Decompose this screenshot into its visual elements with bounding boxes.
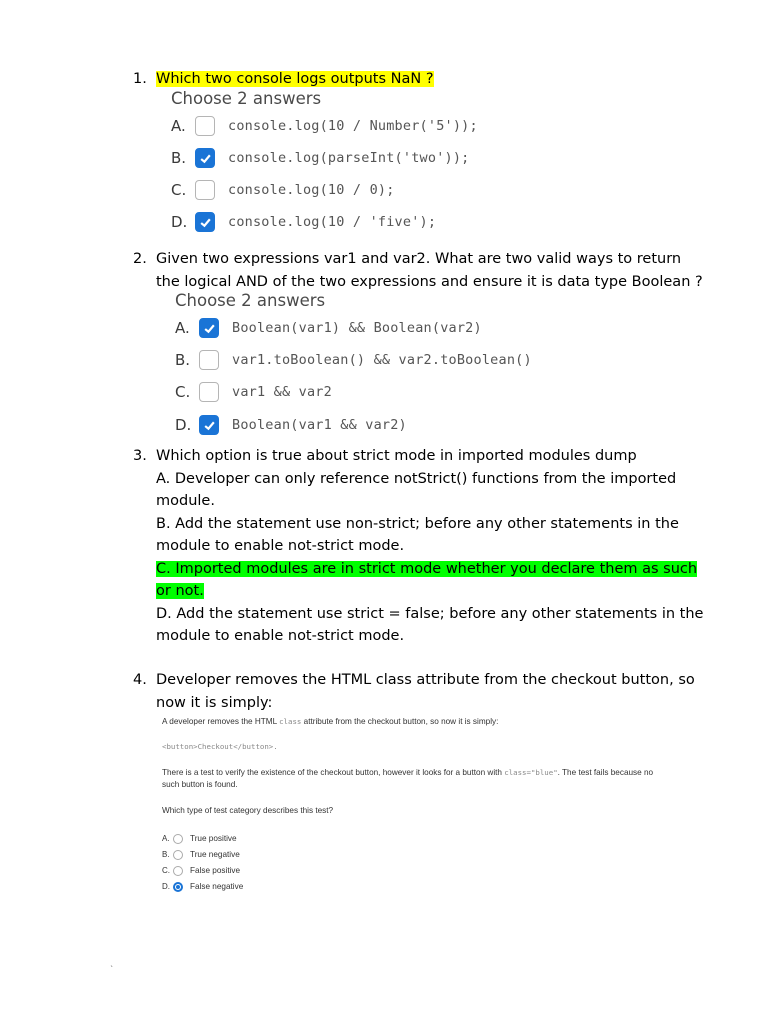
q4-option-b[interactable]: [162, 848, 240, 862]
screenshot-text: such button is found.: [162, 779, 238, 789]
option-letter: B.: [171, 149, 187, 167]
q1-option-c[interactable]: [171, 177, 395, 203]
choose-instruction: Choose 2 answers: [171, 89, 322, 108]
inline-code: class: [279, 717, 302, 726]
question-1: [133, 68, 713, 91]
q1-answer-screenshot: [171, 89, 321, 108]
checkbox-unchecked[interactable]: [195, 180, 215, 200]
q2-option-d[interactable]: [175, 412, 407, 438]
inline-code: class="blue": [504, 768, 558, 777]
option-letter: D.: [171, 213, 188, 231]
checkbox-checked[interactable]: [199, 318, 219, 338]
q4-option-c[interactable]: [162, 864, 240, 878]
q4-option-a[interactable]: [162, 832, 237, 846]
checkbox-checked[interactable]: [199, 415, 219, 435]
question-number: 3.: [133, 448, 147, 464]
answer-d-line: D. Add the statement use strict = false; before any other statements in the: [156, 605, 704, 622]
option-letter: A.: [171, 117, 186, 135]
answer-a-line: A. Developer can only reference notStrict() functions from the imported: [156, 470, 677, 487]
question-text: Which option is true about strict mode in imported modules dump: [156, 448, 637, 464]
option-code: console.log(10 / 'five');: [228, 214, 437, 230]
option-letter: A.: [175, 319, 190, 337]
screenshot-paragraph: Which type of test category describes this test?: [162, 806, 334, 815]
checkbox-unchecked[interactable]: [199, 382, 219, 402]
question-number: 2.: [133, 251, 147, 267]
checkbox-checked[interactable]: [195, 148, 215, 168]
checkbox-unchecked[interactable]: [195, 116, 215, 136]
option-text: True negative: [190, 850, 240, 860]
option-letter: A.: [162, 834, 170, 844]
radio-unselected[interactable]: [173, 850, 183, 860]
answer-a-line: module.: [156, 493, 215, 509]
checkmark-icon: [203, 322, 216, 335]
screenshot-text: . The test fails because no: [557, 768, 654, 777]
option-letter: C.: [171, 181, 187, 199]
choose-instruction: Choose 2 answers: [175, 291, 326, 310]
answer-c-line-correct: or not.: [156, 583, 204, 599]
checkbox-checked[interactable]: [195, 212, 215, 232]
q1-option-d[interactable]: [171, 209, 436, 235]
answer-b-line: module to enable not-strict mode.: [156, 538, 405, 554]
option-letter: D.: [175, 416, 192, 434]
screenshot-paragraph: [162, 741, 278, 753]
option-letter: B.: [162, 850, 170, 860]
screenshot-paragraph: [162, 767, 653, 790]
q2-option-a[interactable]: [175, 315, 482, 341]
question-number: 4.: [133, 672, 147, 688]
option-code: Boolean(var1) && Boolean(var2): [232, 320, 482, 336]
option-text: False positive: [190, 866, 241, 876]
question-number: 1.: [133, 71, 147, 87]
screenshot-text: attribute from the checkout button, so now it is simply:: [301, 717, 499, 726]
option-letter: D.: [162, 882, 170, 892]
q1-option-b[interactable]: [171, 145, 470, 171]
screenshot-text: A developer removes the HTML: [162, 717, 280, 726]
question-text-line: Developer removes the HTML class attribute from the checkout button, so: [156, 672, 695, 688]
option-code: console.log(10 / 0);: [228, 182, 395, 198]
question-text: Which two console logs outputs NaN ?: [156, 71, 434, 87]
option-code: var1 && var2: [232, 384, 332, 400]
option-code: console.log(10 / Number('5'));: [228, 118, 478, 134]
question-text-line: Given two expressions var1 and var2. What are two valid ways to return: [156, 251, 682, 267]
answer-c-line-correct: C. Imported modules are in strict mode whether you declare them as such: [156, 560, 698, 577]
option-text: False negative: [190, 882, 244, 892]
checkmark-icon: [199, 152, 212, 165]
option-code: Boolean(var1 && var2): [232, 417, 407, 433]
option-letter: C.: [162, 866, 170, 876]
option-code: console.log(parseInt('two'));: [228, 150, 470, 166]
question-text-line: now it is simply:: [156, 694, 273, 711]
option-text: True positive: [190, 834, 237, 844]
q4-option-d[interactable]: [162, 880, 243, 894]
question-4: [133, 669, 713, 714]
option-letter: C.: [175, 383, 191, 401]
answer-d-line: module to enable not-strict mode.: [156, 628, 405, 644]
option-letter: B.: [175, 351, 191, 369]
answer-b-line: B. Add the statement use non-strict; before any other statements in the: [156, 515, 679, 532]
question-text-line: the logical AND of the two expressions and ensure it is data type Boolean ?: [156, 273, 703, 290]
screenshot-paragraph: [162, 716, 498, 728]
checkmark-icon: [199, 216, 212, 229]
stray-mark: `: [110, 965, 114, 974]
q2-option-b[interactable]: [175, 347, 532, 373]
q1-option-a[interactable]: [171, 113, 478, 139]
checkmark-icon: [203, 419, 216, 432]
question-3: [133, 445, 713, 648]
inline-code: <button>Checkout</button>.: [162, 742, 278, 751]
q2-option-c[interactable]: [175, 379, 332, 405]
option-code: var1.toBoolean() && var2.toBoolean(): [232, 352, 532, 368]
q2-answer-screenshot: [175, 291, 325, 310]
radio-unselected[interactable]: [173, 866, 183, 876]
question-2: [133, 248, 713, 293]
screenshot-text: There is a test to verify the existence of the checkout button, however it looks for a button with: [162, 768, 505, 777]
checkbox-unchecked[interactable]: [199, 350, 219, 370]
radio-unselected[interactable]: [173, 834, 183, 844]
radio-selected[interactable]: [173, 882, 183, 892]
